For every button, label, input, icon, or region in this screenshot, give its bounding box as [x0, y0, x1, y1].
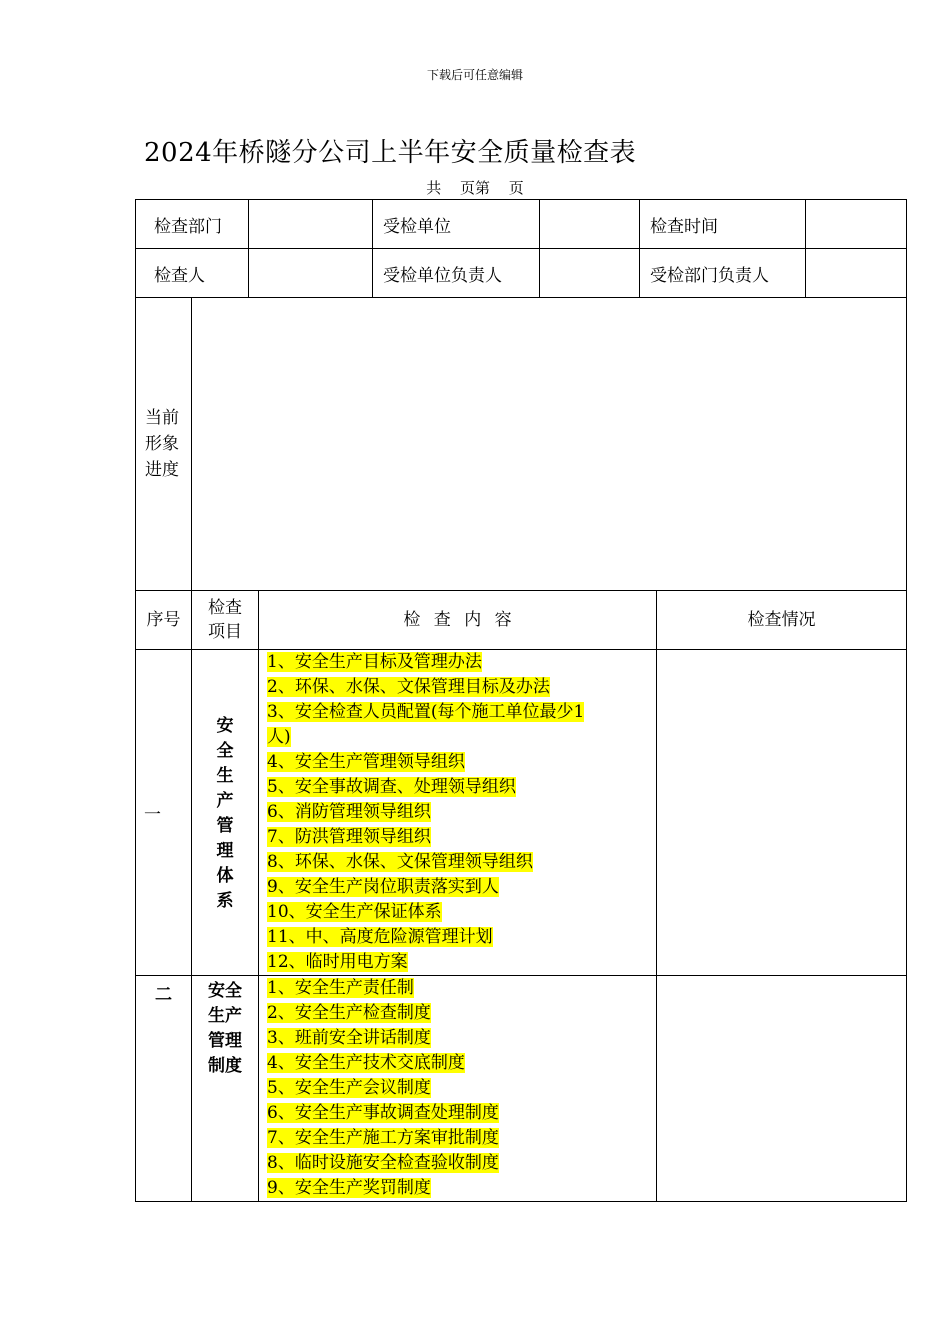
section-item-char: 体 — [216, 865, 234, 885]
header-seq: 序号 — [136, 591, 192, 650]
info-label-inspector: 检查人 — [136, 249, 249, 298]
check-line: 7、防洪管理领导组织 — [267, 827, 431, 847]
section-seq: 一 — [136, 650, 192, 976]
info-row — [136, 200, 907, 249]
section-content — [259, 976, 657, 1202]
check-line: 5、安全生产会议制度 — [267, 1078, 431, 1098]
check-line: 3、班前安全讲话制度 — [267, 1028, 431, 1048]
header-content: 检 查 内 容 — [259, 591, 657, 650]
progress-table — [135, 297, 907, 591]
info-value-inspect-time[interactable] — [806, 200, 907, 249]
section-item-char: 管理 — [208, 1031, 242, 1050]
page-info: 共 页第 页 — [426, 179, 524, 197]
progress-label-line: 进度 — [145, 460, 179, 480]
header-note: 下载后可任意编辑 — [426, 68, 523, 82]
section-status[interactable] — [657, 650, 907, 976]
header-item-line: 项目 — [208, 622, 242, 642]
section-seq: 二 — [136, 976, 192, 1202]
section-item-char: 制度 — [208, 1056, 242, 1075]
check-line: 1、安全生产目标及管理办法 — [267, 652, 482, 672]
check-line: 3、安全检查人员配置(每个施工单位最少1 — [267, 702, 585, 722]
info-label-inspect-dept: 检查部门 — [136, 200, 249, 249]
checklist-header-row — [136, 591, 907, 650]
checklist-table — [135, 590, 907, 1202]
check-line: 6、消防管理领导组织 — [267, 802, 431, 822]
section-status[interactable] — [657, 976, 907, 1202]
progress-label — [136, 298, 192, 591]
info-value-unit-leader[interactable] — [540, 249, 640, 298]
document-title: 2024年桥隧分公司上半年安全质量检查表 — [144, 138, 637, 168]
check-line: 9、安全生产奖罚制度 — [267, 1178, 431, 1198]
checklist-section-row — [136, 650, 907, 976]
section-item — [192, 650, 259, 976]
check-line: 人) — [267, 727, 291, 747]
check-line: 2、环保、水保、文保管理目标及办法 — [267, 677, 550, 697]
check-line: 7、安全生产施工方案审批制度 — [267, 1128, 499, 1148]
check-line: 5、安全事故调查、处理领导组织 — [267, 777, 516, 797]
section-item-char: 安全 — [208, 981, 242, 1000]
header-item-line: 检查 — [208, 598, 242, 618]
info-label-dept-leader: 受检部门负责人 — [640, 249, 806, 298]
section-item-char: 产 — [216, 790, 234, 810]
check-line: 9、安全生产岗位职责落实到人 — [267, 877, 499, 897]
section-item-char: 安 — [216, 715, 234, 735]
check-line: 4、安全生产技术交底制度 — [267, 1053, 465, 1073]
check-line: 4、安全生产管理领导组织 — [267, 752, 465, 772]
progress-label-line: 当前 — [145, 408, 179, 428]
section-item-char: 理 — [216, 840, 234, 860]
section-item — [192, 976, 259, 1202]
info-value-dept-leader[interactable] — [806, 249, 907, 298]
info-value-inspected-unit[interactable] — [540, 200, 640, 249]
check-line: 2、安全生产检查制度 — [267, 1003, 431, 1023]
check-line: 1、安全生产责任制 — [267, 978, 414, 998]
info-row — [136, 249, 907, 298]
progress-content[interactable] — [192, 298, 907, 591]
check-line: 8、环保、水保、文保管理领导组织 — [267, 852, 533, 872]
info-value-inspect-dept[interactable] — [249, 200, 373, 249]
section-item-char: 生 — [216, 765, 234, 785]
header-item — [192, 591, 259, 650]
check-line: 10、安全生产保证体系 — [267, 902, 442, 922]
check-line: 12、临时用电方案 — [267, 952, 408, 972]
header-status: 检查情况 — [657, 591, 907, 650]
check-line: 11、中、高度危险源管理计划 — [267, 927, 493, 947]
info-table — [135, 199, 907, 298]
section-content — [259, 650, 657, 976]
check-line: 8、临时设施安全检查验收制度 — [267, 1153, 499, 1173]
progress-label-line: 形象 — [145, 434, 179, 454]
info-label-unit-leader: 受检单位负责人 — [373, 249, 540, 298]
info-label-inspect-time: 检查时间 — [640, 200, 806, 249]
section-item-char: 系 — [216, 890, 234, 910]
info-value-inspector[interactable] — [249, 249, 373, 298]
section-item-char: 管 — [216, 815, 234, 835]
check-line: 6、安全生产事故调查处理制度 — [267, 1103, 499, 1123]
section-item-char: 生产 — [208, 1006, 242, 1025]
checklist-section-row — [136, 976, 907, 1202]
section-item-char: 全 — [216, 740, 234, 760]
info-label-inspected-unit: 受检单位 — [373, 200, 540, 249]
